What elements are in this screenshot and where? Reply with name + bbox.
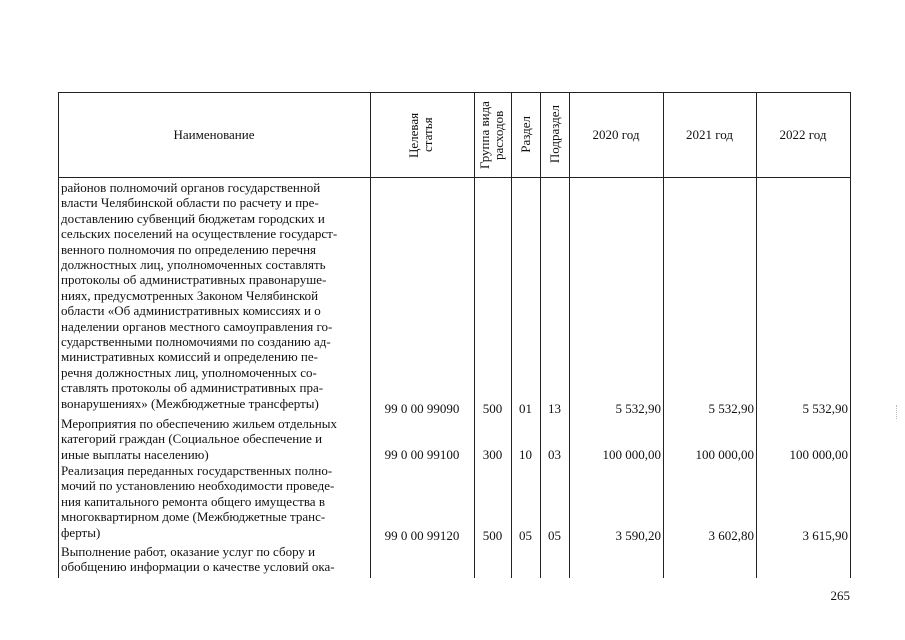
header-bottom-border (58, 177, 850, 178)
table-row-3-name (61, 463, 367, 540)
row-3-2022: 3 615,90 (802, 528, 848, 543)
row-2-target-article: 99 0 00 99100 (384, 447, 460, 462)
header-name-text: Наименование (173, 126, 255, 142)
col-border-8 (850, 92, 851, 578)
row-2-2022: 100 000,00 (789, 447, 848, 462)
header-2021-text: 2021 год (686, 126, 733, 142)
row-1-line: ставлять протоколы об административных пра- (61, 380, 324, 396)
table-row-1-name (61, 180, 367, 411)
row-2-line: Мероприятия по обеспечению жильем отдельных (61, 416, 337, 431)
row-1-line: венного полномочия по определению перечня (61, 241, 317, 257)
row-1-subsection: 13 (548, 401, 561, 416)
header-target-article-text: Целевая статья (406, 111, 435, 158)
page-number: 265 (830, 588, 850, 603)
row-3-line: мочий по установлению необходимости проведе- (61, 478, 335, 494)
scan-edge-mark (896, 405, 900, 419)
row-1-line: министративных комиссий и определению пе- (61, 349, 318, 365)
row-2-subsection: 03 (548, 447, 561, 462)
row-3-2021: 3 602,80 (708, 528, 754, 543)
row-2-section: 10 (519, 447, 532, 462)
row-1-section: 01 (519, 401, 532, 416)
header-expense-group (474, 92, 511, 177)
header-2020 (569, 92, 663, 177)
row-1-line: вонарушениях» (Межбюджетные трансферты) (61, 395, 319, 411)
row-1-line: речня должностных лиц, уполномоченных со- (61, 364, 317, 380)
header-2021 (663, 92, 756, 177)
row-3-expense-group: 500 (482, 528, 503, 543)
row-1-2020: 5 532,90 (615, 401, 661, 416)
row-3-section: 05 (519, 528, 532, 543)
header-section-text: Раздел (517, 116, 533, 153)
row-1-line: доставлению субвенций бюджетам городских и (61, 210, 325, 226)
header-2020-text: 2020 год (592, 126, 640, 142)
row-2-2020: 100 000,00 (602, 447, 661, 462)
row-1-2022: 5 532,90 (802, 401, 848, 416)
row-1-2021: 5 532,90 (708, 401, 754, 416)
header-subsection-text: Подраздел (546, 105, 562, 164)
table-row-4-name (61, 544, 367, 575)
header-expense-group-text: Группа вида расходов (476, 100, 506, 169)
row-2-line: категорий граждан (Социальное обеспечение и (61, 431, 323, 447)
row-1-target-article: 99 0 00 99090 (384, 401, 460, 416)
row-3-line: ферты) (61, 524, 101, 540)
table-row-2-name (61, 416, 367, 462)
header-2022-text: 2022 год (779, 126, 827, 142)
row-3-line: Реализация переданных государственных полно- (61, 463, 333, 478)
row-3-target-article: 99 0 00 99120 (384, 528, 460, 543)
header-target-article (370, 92, 474, 177)
row-1-line: сельских поселений на осуществление государст- (61, 226, 338, 242)
row-1-line: должностных лиц, уполномоченных составлять (61, 257, 326, 273)
row-1-line: области «Об административных комиссиях и о (61, 303, 321, 319)
row-1-line: районов полномочий органов государственной (61, 180, 321, 195)
row-4-line: обобщению информации о качестве условий ока- (61, 559, 335, 575)
row-2-line: иные выплаты населению) (61, 446, 209, 462)
row-1-line: сударственными полномочиями по созданию ад- (61, 334, 331, 350)
row-4-line: Выполнение работ, оказание услуг по сбору и (61, 544, 316, 559)
row-1-expense-group: 500 (482, 401, 503, 416)
row-1-line: протоколы об административных правонаруше- (61, 272, 327, 288)
row-3-subsection: 05 (548, 528, 561, 543)
row-2-expense-group: 300 (482, 447, 503, 462)
header-section (511, 92, 540, 177)
header-2022 (756, 92, 850, 177)
header-subsection (540, 92, 569, 177)
row-2-2021: 100 000,00 (695, 447, 754, 462)
row-3-line: ния капитального ремонта общего имущества в (61, 493, 325, 509)
row-1-line: ниях, предусмотренных Законом Челябинской (61, 287, 319, 303)
row-1-line: власти Челябинской области по расчету и пре- (61, 195, 319, 211)
row-3-2020: 3 590,20 (615, 528, 661, 543)
row-3-line: многоквартирном доме (Межбюджетные транс- (61, 509, 326, 525)
header-name (58, 92, 370, 177)
row-1-line: наделении органов местного самоуправления го- (61, 318, 333, 334)
